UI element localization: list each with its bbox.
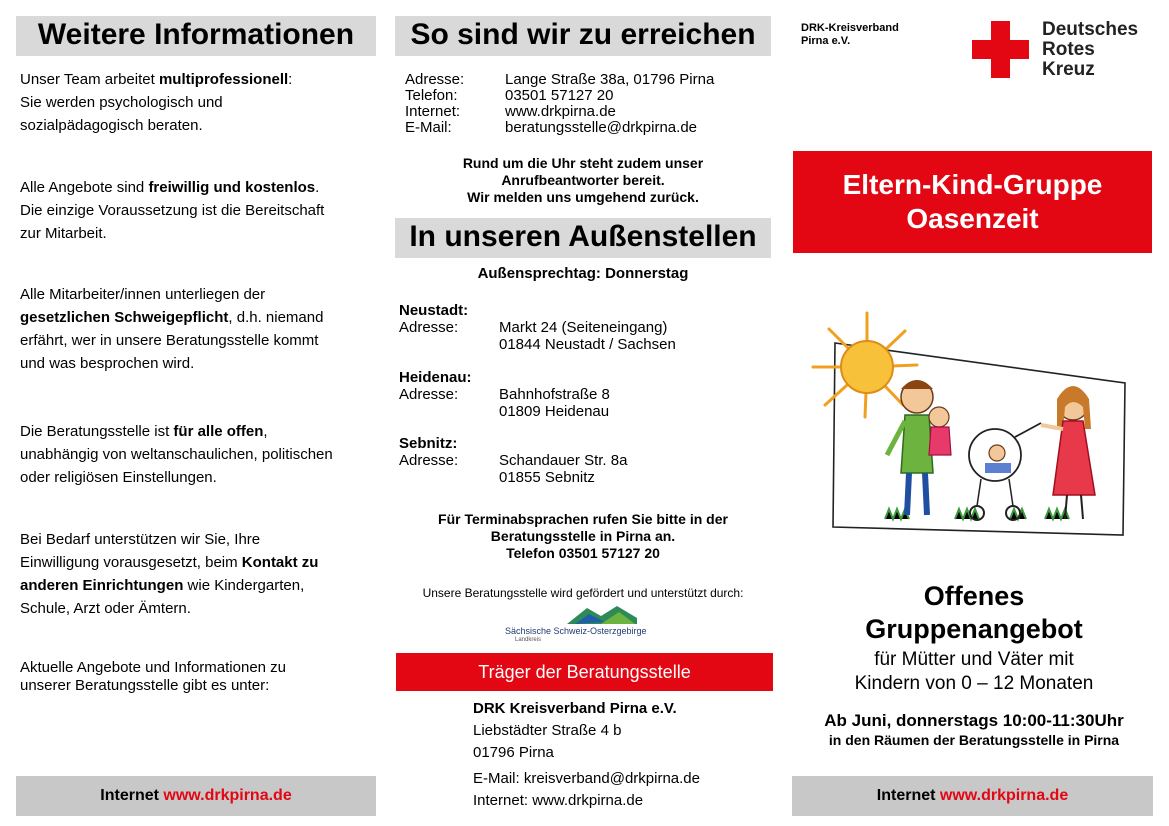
- title-box: Eltern-Kind-Gruppe Oasenzeit: [793, 151, 1152, 253]
- sprechtag: Außensprechtag: Donnerstag: [477, 265, 689, 282]
- traeger-banner: Träger der Beratungsstelle: [396, 653, 773, 691]
- left-footer-link[interactable]: www.drkpirna.de: [163, 787, 292, 804]
- landkreis-mountains-icon: [505, 602, 665, 628]
- right-footer-link[interactable]: www.drkpirna.de: [939, 787, 1069, 804]
- contact-website-link[interactable]: www.drkpirna.de: [505, 103, 616, 120]
- outpost-neustadt: Neustadt: Adresse: Markt 24 (Seiteneingang) 01844 Neustadt / Sachsen: [399, 302, 676, 353]
- outpost-sebnitz: Sebnitz: Adresse: Schandauer Str. 8a 01855 Sebnitz: [399, 435, 628, 486]
- contact-row: E-Mail: beratungsstelle@drkpirna.de: [405, 119, 698, 136]
- left-footer: Internet www.drkpirna.de: [16, 776, 376, 816]
- contact-header: So sind wir zu erreichen: [395, 16, 771, 56]
- offer-title: Offenes Gruppenangebot: [865, 581, 1083, 644]
- offer-subtitle: für Mütter und Väter mit Kindern von 0 – 12 Monaten: [854, 649, 1094, 694]
- left-header: Weitere Informationen: [16, 16, 376, 56]
- traeger-address: DRK Kreisverband Pirna e.V. Liebstädter Straße 4 b 01796 Pirna E-Mail: kreisverband@drkpirna.de Internet: www.drkpirna.de: [473, 698, 700, 812]
- org-name: DRK-Kreisverband Pirna e.V.: [801, 22, 899, 47]
- red-cross-icon: [972, 21, 1029, 78]
- sponsor-text: Unsere Beratungsstelle wird gefördert und unterstützt durch:: [422, 586, 744, 600]
- contact-email-link[interactable]: beratungsstelle@drkpirna.de: [505, 119, 698, 136]
- info-paragraph-confidentiality: Alle Mitarbeiter/innen unterliegen der gesetzlichen Schweigepflicht, d.h. niemand erfährt, wer in unsere Beratungsstelle kommt und was besprochen wird.: [20, 286, 324, 372]
- offer-time: Ab Juni, donnerstags 10:00-11:30Uhr in den Räumen der Beratungsstelle in Pirna: [824, 711, 1124, 748]
- info-paragraph-free: Alle Angebote sind freiwillig und kostenlos. Die einzige Voraussetzung ist die Bereitschaft zur Mitarbeit.: [20, 179, 325, 242]
- traeger-website[interactable]: Internet: www.drkpirna.de: [473, 792, 644, 809]
- appointment-note: Für Terminabsprachen rufen Sie bitte in der Beratungsstelle in Pirna an. Telefon 03501 57127 20: [438, 511, 728, 561]
- contact-row: Internet: www.drkpirna.de: [405, 103, 616, 120]
- info-paragraph-online: Aktuelle Angebote und Informationen zu unserer Beratungsstelle gibt es unter:: [20, 659, 287, 694]
- contact-list: [405, 72, 714, 136]
- answering-machine-note: Rund um die Uhr steht zudem unser Anrufbeantworter bereit. Wir melden uns umgehend zurück.: [462, 155, 704, 205]
- family-drawing-illustration: [805, 305, 1145, 545]
- outposts-header: In unseren Außenstellen: [395, 218, 771, 258]
- info-paragraph-team: Unser Team arbeitet multiprofessionell: Sie werden psychologisch und sozialpädagogisch beraten.: [20, 71, 293, 134]
- contact-row: Adresse: Lange Straße 38a, 01796 Pirna: [405, 71, 715, 88]
- sponsor-logo: Sächsische Schweiz-Osterzgebirge Landkreis: [505, 602, 665, 646]
- traeger-email[interactable]: E-Mail: kreisverband@drkpirna.de: [473, 770, 700, 787]
- right-footer: Internet www.drkpirna.de: [792, 776, 1153, 816]
- outpost-heidenau: Heidenau: Adresse: Bahnhofstraße 8 01809 Heidenau: [399, 369, 610, 420]
- info-paragraph-open: Die Beratungsstelle ist für alle offen, unabhängig von weltanschaulichen, politischen oder religiösen Einstellungen.: [20, 423, 333, 486]
- drk-logo-text: Deutsches Rotes Kreuz: [1042, 19, 1139, 80]
- contact-row: Telefon: 03501 57127 20: [405, 87, 614, 104]
- info-paragraph-support: Bei Bedarf unterstützen wir Sie, Ihre Einwilligung vorausgesetzt, beim Kontakt zu anderen Einrichtungen wie Kindergarten, Schule, Arzt oder Ämtern.: [20, 531, 319, 617]
